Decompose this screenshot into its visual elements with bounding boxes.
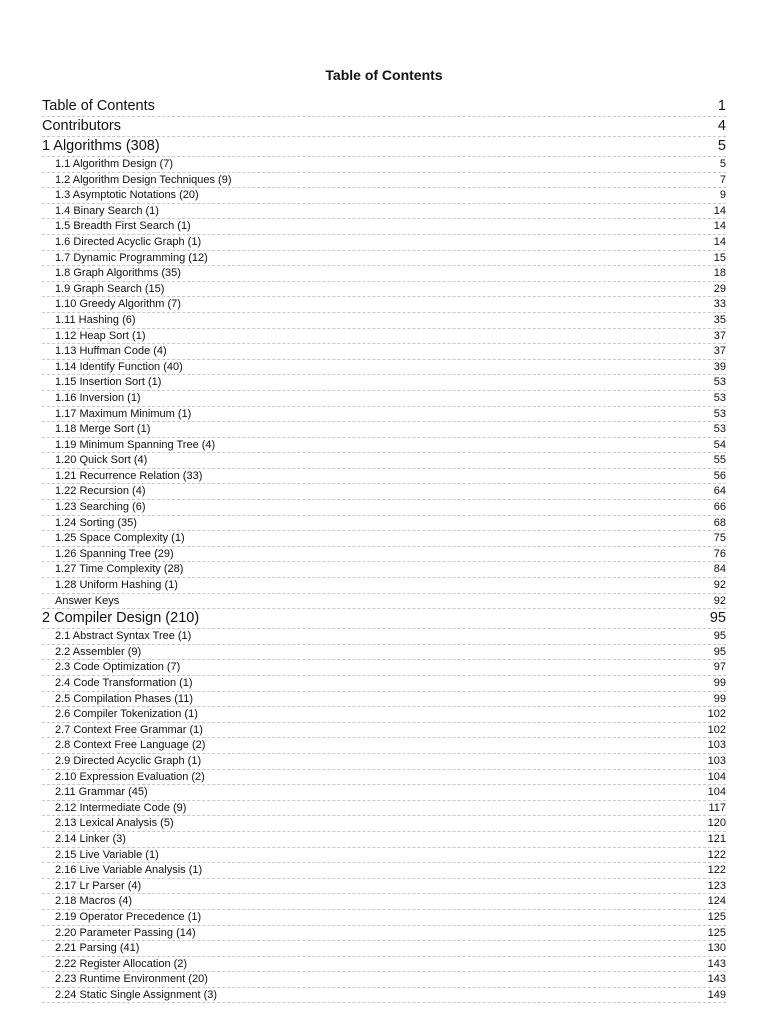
toc-section-entry[interactable] — [42, 391, 726, 407]
toc-section-entry[interactable] — [42, 329, 726, 345]
toc-section-entry[interactable] — [42, 863, 726, 879]
toc-entry-label: 2.19 Operator Precedence (1) — [55, 910, 202, 923]
toc-entry-page-number: 102 — [707, 723, 726, 736]
toc-entry-label: 2.1 Abstract Syntax Tree (1) — [55, 630, 192, 643]
toc-section-entry[interactable] — [42, 645, 726, 661]
toc-entry-label: 2.16 Live Variable Analysis (1) — [55, 864, 203, 877]
toc-section-entry[interactable] — [42, 754, 726, 770]
toc-section-entry[interactable] — [42, 879, 726, 895]
toc-entry-page-number: 14 — [713, 204, 726, 217]
toc-entry-label: 2.17 Lr Parser (4) — [55, 879, 142, 892]
toc-entry-page-number: 14 — [713, 235, 726, 248]
toc-entry-label: 1.9 Graph Search (15) — [55, 282, 165, 295]
toc-entry-page-number: 53 — [713, 407, 726, 420]
toc-entry-label: 2.13 Lexical Analysis (5) — [55, 817, 174, 830]
toc-section-entry[interactable] — [42, 438, 726, 454]
toc-section-entry[interactable] — [42, 910, 726, 926]
toc-entry-label: 2.14 Linker (3) — [55, 832, 126, 845]
toc-entry-page-number: 39 — [713, 360, 726, 373]
toc-entry-page-number: 35 — [713, 313, 726, 326]
toc-entry-page-number: 143 — [707, 973, 726, 986]
toc-entry-page-number: 117 — [708, 801, 726, 814]
toc-entry-page-number: 29 — [713, 282, 726, 295]
toc-entry-page-number: 55 — [713, 454, 726, 467]
toc-section-entry[interactable] — [42, 251, 726, 267]
toc-entry-page-number: 104 — [707, 786, 726, 799]
toc-section-entry[interactable] — [42, 660, 726, 676]
toc-chapter-entry[interactable] — [42, 117, 726, 137]
toc-section-entry[interactable] — [42, 894, 726, 910]
toc-entry-label: 1.28 Uniform Hashing (1) — [55, 579, 178, 592]
toc-entry-page-number: 68 — [713, 516, 726, 529]
toc-entry-label: 1.23 Searching (6) — [55, 501, 146, 514]
toc-entry-page-number: 5 — [719, 158, 726, 170]
toc-entry-label: 1.2 Algorithm Design Techniques (9) — [55, 173, 232, 186]
toc-entry-label: 1.10 Greedy Algorithm (7) — [55, 298, 181, 311]
toc-entry-page-number: 125 — [707, 910, 726, 923]
toc-entry-label: 2.10 Expression Evaluation (2) — [55, 770, 205, 783]
toc-section-entry[interactable] — [42, 157, 726, 173]
toc-section-entry[interactable] — [42, 313, 726, 329]
toc-section-entry[interactable] — [42, 173, 726, 189]
toc-entry-label: 2.6 Compiler Tokenization (1) — [55, 708, 198, 721]
toc-section-entry[interactable] — [42, 375, 726, 391]
toc-section-entry[interactable] — [42, 578, 726, 594]
toc-entry-label: 1.12 Heap Sort (1) — [55, 329, 146, 342]
toc-chapter-entry[interactable] — [42, 609, 726, 629]
toc-section-entry[interactable] — [42, 738, 726, 754]
toc-entry-page-number: 92 — [713, 579, 726, 592]
toc-entry-label: 1.11 Hashing (6) — [55, 313, 136, 326]
toc-entry-page-number: 33 — [713, 298, 726, 311]
toc-section-entry[interactable] — [42, 832, 726, 848]
toc-entry-label: 1.14 Identify Function (40) — [55, 360, 183, 373]
toc-entry-label: 1.18 Merge Sort (1) — [55, 423, 151, 436]
toc-entry-label: 1.8 Graph Algorithms (35) — [55, 267, 181, 280]
toc-entry-page-number: 4 — [717, 118, 726, 134]
toc-entry-page-number: 92 — [713, 594, 726, 607]
toc-entry-label: 2.11 Grammar (45) — [55, 786, 148, 799]
toc-entry-label: 2.5 Compilation Phases (11) — [55, 692, 193, 705]
toc-entry-label: 1.4 Binary Search (1) — [55, 204, 159, 217]
toc-entry-label: 1.13 Huffman Code (4) — [55, 345, 167, 358]
toc-entry-label: 1.22 Recursion (4) — [55, 485, 146, 498]
toc-section-entry[interactable] — [42, 707, 726, 723]
toc-section-entry[interactable] — [42, 816, 726, 832]
toc-entry-page-number: 99 — [713, 677, 726, 689]
toc-entry-label: 2.2 Assembler (9) — [55, 645, 142, 658]
toc-entry-label: 2.9 Directed Acyclic Graph (1) — [55, 754, 202, 767]
toc-entry-page-number: 122 — [707, 848, 726, 861]
toc-entry-page-number: 37 — [713, 345, 726, 358]
toc-entry-label: 2.3 Code Optimization (7) — [55, 661, 181, 674]
toc-section-entry[interactable] — [42, 282, 726, 298]
toc-entry-page-number: 64 — [713, 485, 726, 498]
toc-section-entry[interactable] — [42, 360, 726, 376]
toc-entry-label: 1.5 Breadth First Search (1) — [55, 220, 191, 233]
toc-entry-label: 1.25 Space Complexity (1) — [55, 532, 185, 545]
toc-entry-page-number: 123 — [707, 879, 726, 892]
toc-entry-label: 2.21 Parsing (41) — [55, 942, 140, 955]
toc-entry-page-number: 104 — [707, 770, 726, 783]
toc-section-entry[interactable] — [42, 676, 726, 692]
toc-entry-page-number: 5 — [717, 138, 726, 154]
toc-entry-label: 2.22 Register Allocation (2) — [55, 957, 188, 970]
toc-section-entry[interactable] — [42, 926, 726, 942]
toc-entry-page-number: 56 — [713, 469, 726, 482]
toc-entry-label: 2.23 Runtime Environment (20) — [55, 973, 208, 986]
toc-entry-page-number: 143 — [707, 957, 726, 970]
toc-entry-label: 2 Compiler Design (210) — [42, 610, 200, 627]
toc-entry-label: 1.20 Quick Sort (4) — [55, 454, 148, 467]
toc-section-entry[interactable] — [42, 801, 726, 817]
toc-chapter-entry[interactable] — [42, 97, 726, 117]
toc-entry-page-number: 122 — [707, 864, 726, 877]
toc-entry-label: 1.1 Algorithm Design (7) — [55, 158, 173, 170]
toc-section-entry[interactable] — [42, 594, 726, 610]
toc-section-entry[interactable] — [42, 297, 726, 313]
toc-entry-page-number: 54 — [713, 438, 726, 451]
toc-section-entry[interactable] — [42, 469, 726, 485]
toc-entry-label: 1.26 Spanning Tree (29) — [55, 547, 174, 560]
toc-entry-label: 1.17 Maximum Minimum (1) — [55, 407, 192, 420]
toc-chapter-entry[interactable] — [42, 137, 726, 157]
toc-entry-page-number: 76 — [713, 547, 726, 560]
toc-entry-page-number: 124 — [707, 895, 726, 908]
toc-entry-label: 2.24 Static Single Assignment (3) — [55, 988, 218, 1001]
toc-section-entry[interactable] — [42, 988, 726, 1004]
toc-entry-label: 1.24 Sorting (35) — [55, 516, 137, 529]
toc-entry-page-number: 121 — [707, 832, 726, 845]
toc-entry-label: 1 Algorithms (308) — [42, 138, 160, 154]
toc-entry-page-number: 102 — [707, 708, 726, 721]
toc-section-entry[interactable] — [42, 219, 726, 235]
toc-entry-page-number: 15 — [713, 251, 726, 264]
toc-entry-label: 1.15 Insertion Sort (1) — [55, 376, 162, 389]
toc-section-entry[interactable] — [42, 484, 726, 500]
toc-section-entry[interactable] — [42, 266, 726, 282]
toc-section-entry[interactable] — [42, 629, 726, 645]
toc-entry-label: 1.21 Recurrence Relation (33) — [55, 469, 203, 482]
toc-section-entry[interactable] — [42, 848, 726, 864]
toc-section-entry[interactable] — [42, 453, 726, 469]
toc-entry-page-number: 37 — [713, 329, 726, 342]
toc-entry-page-number: 97 — [713, 661, 726, 674]
toc-entry-page-number: 95 — [713, 645, 726, 658]
toc-entry-label: 1.3 Asymptotic Notations (20) — [55, 189, 199, 202]
toc-entry-page-number: 75 — [713, 532, 726, 545]
toc-section-entry[interactable] — [42, 500, 726, 516]
toc-section-entry[interactable] — [42, 422, 726, 438]
toc-entry-label: 2.4 Code Transformation (1) — [55, 677, 193, 689]
toc-entry-page-number: 84 — [713, 563, 726, 576]
toc-entry-page-number: 14 — [713, 220, 726, 233]
toc-section-entry[interactable] — [42, 235, 726, 251]
toc-entry-label: 2.7 Context Free Grammar (1) — [55, 723, 203, 736]
toc-section-entry[interactable] — [42, 941, 726, 957]
toc-entry-label: Contributors — [42, 118, 121, 134]
toc-entry-label: 2.12 Intermediate Code (9) — [55, 801, 187, 814]
toc-section-entry[interactable] — [42, 723, 726, 739]
toc-entry-page-number: 120 — [707, 817, 726, 830]
toc-entry-page-number: 7 — [719, 173, 726, 186]
toc-entry-label: 2.20 Parameter Passing (14) — [55, 926, 196, 939]
toc-entry-label: Answer Keys — [55, 594, 120, 607]
toc-section-entry[interactable] — [42, 957, 726, 973]
toc-entry-label: 2.15 Live Variable (1) — [55, 848, 159, 861]
toc-entry-page-number: 103 — [707, 754, 726, 767]
toc-section-entry[interactable] — [42, 692, 726, 708]
toc-entry-page-number: 95 — [709, 610, 726, 627]
toc-entry-label: Table of Contents — [42, 98, 155, 114]
toc-section-entry[interactable] — [42, 547, 726, 563]
toc-entry-page-number: 125 — [707, 926, 726, 939]
toc-list — [42, 97, 726, 1003]
toc-section-entry[interactable] — [42, 516, 726, 532]
toc-entry-label: 1.6 Directed Acyclic Graph (1) — [55, 235, 202, 248]
toc-entry-page-number: 99 — [713, 692, 726, 705]
toc-section-entry[interactable] — [42, 770, 726, 786]
toc-section-entry[interactable] — [42, 344, 726, 360]
toc-entry-label: 1.16 Inversion (1) — [55, 391, 141, 404]
toc-entry-page-number: 95 — [713, 630, 726, 643]
toc-section-entry[interactable] — [42, 785, 726, 801]
toc-entry-page-number: 66 — [713, 501, 726, 514]
toc-entry-label: 2.18 Macros (4) — [55, 895, 133, 908]
toc-entry-page-number: 53 — [713, 423, 726, 436]
toc-entry-label: 1.19 Minimum Spanning Tree (4) — [55, 438, 216, 451]
toc-section-entry[interactable] — [42, 407, 726, 423]
toc-entry-page-number: 149 — [707, 988, 726, 1001]
toc-entry-label: 2.8 Context Free Language (2) — [55, 739, 206, 752]
toc-section-entry[interactable] — [42, 562, 726, 578]
toc-section-entry[interactable] — [42, 972, 726, 988]
toc-section-entry[interactable] — [42, 531, 726, 547]
page-title: Table of Contents — [325, 67, 443, 83]
toc-entry-page-number: 1 — [717, 98, 726, 114]
toc-entry-page-number: 130 — [707, 942, 726, 955]
toc-entry-page-number: 18 — [713, 267, 726, 280]
toc-entry-page-number: 103 — [707, 739, 726, 752]
toc-entry-page-number: 9 — [719, 189, 726, 202]
toc-entry-label: 1.27 Time Complexity (28) — [55, 563, 184, 576]
toc-section-entry[interactable] — [42, 188, 726, 204]
toc-section-entry[interactable] — [42, 204, 726, 220]
toc-entry-page-number: 53 — [713, 376, 726, 389]
toc-entry-label: 1.7 Dynamic Programming (12) — [55, 251, 208, 264]
toc-entry-page-number: 53 — [713, 391, 726, 404]
